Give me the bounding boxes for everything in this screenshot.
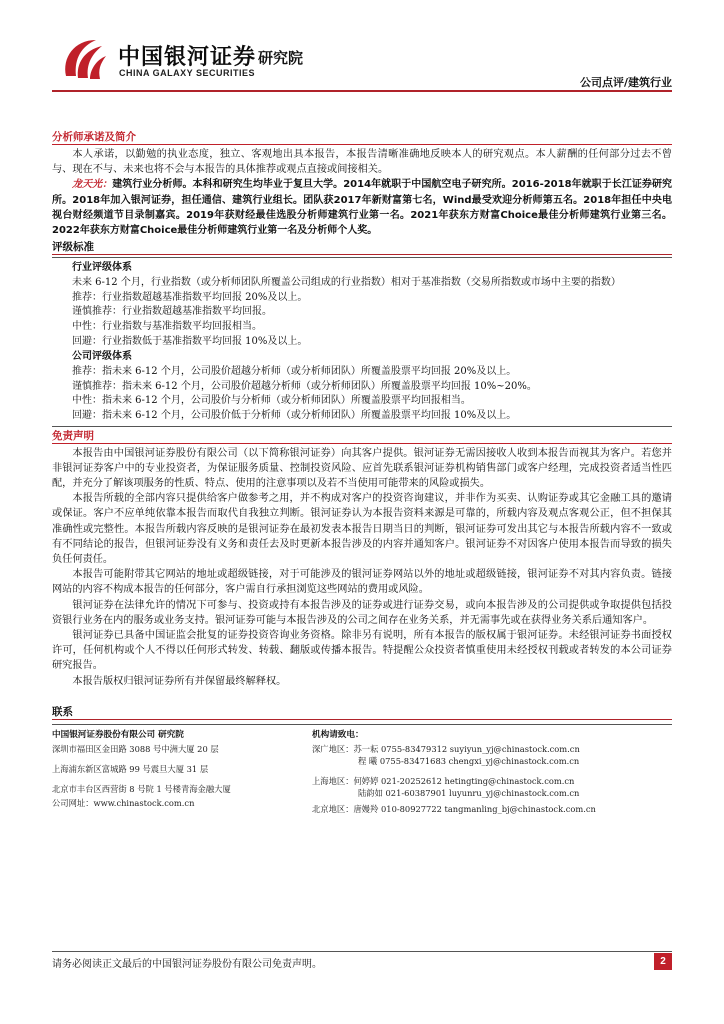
- analyst-name: 龙天光：: [72, 179, 113, 191]
- contact-block: [52, 724, 672, 854]
- brand-name-cn: 中国银河证券: [118, 45, 257, 70]
- sales-contact: 陆韵如 021-60387901 luyunru_yj@chinastock.com.cn: [358, 787, 580, 798]
- disclaimer-paragraph: 本报告可能附带其它网站的地址或超级链接，对于可能涉及的银河证券网站以外的地址或超级链接，银河证券不对其内容负责。链接网站的内容不构成本报告的任何部分，客户需自行承担浏览这些网站的费用或风险。: [52, 569, 672, 596]
- industry-rating-line: 回避：行业指数低于基准指数平均回报 10%及以上。: [72, 335, 308, 347]
- sales-contact: 上海地区：何婷婷 021-20252612 hetingting@chinastock.com.cn: [312, 775, 575, 786]
- rating-section-title: 评级标准: [52, 240, 672, 255]
- header-divider: [52, 90, 672, 92]
- disclaimer-section-title: 免责声明: [52, 429, 672, 444]
- company-address: 上海浦东新区富城路 99 号震旦大厦 31 层: [52, 763, 209, 774]
- company-rating-line: 推荐：指未来 6-12 个月，公司股价超越分析师（或分析师团队）所覆盖股票平均回报 20%及以上。: [72, 366, 517, 378]
- sales-contact: 北京地区：唐嫚羚 010-80927722 tangmanling_bj@chinastock.com.cn: [312, 803, 596, 814]
- galaxy-logo-icon: [60, 36, 108, 82]
- disclaimer-paragraph: 本报告所载的全部内容只提供给客户做参考之用，并不构成对客户的投资咨询建议，并非作为买卖、认购证券或其它金融工具的邀请或保证。客户不应单纯依靠本报告而取代自我独立判断。银河证券认为本报告资料来源是可靠的，所载内容及观点客观公正，但不担保其准确性或完整性。本报告所载内容反映的是银河证券在最初发表本报告日期当日的判断，银河证券可发出其它与本报告所载内容不一致或有不同结论的报告，但银河证券没有义务和责任去及时更新本报告涉及的内容并通知客户。银河证券不对因客户使用本报告而导致的损失负任何责任。: [52, 493, 672, 565]
- disclaimer-paragraph: 银河证券在法律允许的情况下可参与、投资或持有本报告涉及的证券或进行证券交易，或向本报告涉及的公司提供或争取提供包括投资银行业务在内的服务或业务支持。银河证券可能与本报告涉及的公司之间存在业务关系，并无需事先或在获得业务关系后通知客户。: [52, 599, 672, 626]
- sales-title: 机构请致电：: [312, 729, 364, 740]
- rating-box: [52, 257, 672, 426]
- analyst-bio-text: 建筑行业分析师。本科和研究生均毕业于复旦大学。2014年就职于中国航空电子研究所。2016-2018年就职于长江证券研究所。2018年加入银河证券，担任通信、建筑行业组长。团队获2017年新财富第七名，Wind最受欢迎分析师第五名。2018年担任中央电视台财经频道节目录制嘉宾。2019年获财经最佳选股分析师建筑行业第一名。2021年获东方财富Choice最佳分析师建筑行业第三名。2022年获东方财富Choice最佳分析师建筑行业第一名及分析师个人奖。: [52, 179, 672, 237]
- company-address: 北京市丰台区西营街 8 号院 1 号楼青海金融大厦: [52, 783, 231, 794]
- brand-name-en: CHINA GALAXY SECURITIES: [119, 68, 256, 78]
- footer-divider: [52, 951, 672, 952]
- contact-company: [52, 728, 322, 809]
- company-address: 深圳市福田区金田路 3088 号中洲大厦 20 层: [52, 743, 219, 754]
- company-rating-line: 中性：指未来 6-12 个月，公司股价与分析师（或分析师团队）所覆盖股票平均回报相当。: [72, 395, 471, 407]
- page-content: [52, 130, 672, 854]
- sales-contact: 程 曦 0755-83471683 chengxi_yj@chinastock.com.cn: [358, 755, 580, 766]
- company-website: 公司网址：www.chinastock.com.cn: [52, 797, 195, 808]
- footer-disclaimer: 请务必阅读正文最后的中国银河证券股份有限公司免责声明。: [52, 959, 322, 970]
- analyst-section-title: 分析师承诺及简介: [52, 130, 672, 145]
- analyst-commitment: 本人承诺，以勤勉的执业态度，独立、客观地出具本报告，本报告清晰准确地反映本人的研究观点。本人薪酬的任何部分过去不曾与、现在不与、未来也将不会与本报告的具体推荐或观点直接或间接相关。: [52, 149, 672, 176]
- sales-contact: 深广地区：苏一耘 0755-83479312 suyiyun_yj@chinastock.com.cn: [312, 743, 580, 754]
- industry-rating-title: 行业评级体系: [72, 262, 132, 274]
- page-header: [0, 0, 724, 92]
- report-category: 公司点评/建筑行业: [579, 76, 672, 89]
- industry-rating-line: 谨慎推荐：行业指数超越基准指数平均回报。: [72, 306, 272, 318]
- contact-sales: [312, 728, 672, 815]
- analyst-bio: [52, 177, 672, 238]
- disclaimer-paragraph: 本报告由中国银河证券股份有限公司（以下简称银河证券）向其客户提供。银河证券无需因接收人收到本报告而视其为客户。若您并非银河证券客户中的专业投资者，为保证服务质量、控制投资风险、应首先联系银河证券机构销售部门或客户经理，完成投资者适当性匹配，并充分了解该项服务的性质、特点、使用的注意事项以及若不当使用可能带来的风险或损失。: [52, 447, 672, 489]
- industry-rating-line: 推荐：行业指数超越基准指数平均回报 20%及以上。: [72, 291, 308, 303]
- industry-rating-line: 未来 6-12 个月，行业指数（或分析师团队所覆盖公司组成的行业指数）相对于基准指数（交易所指数或市场中主要的指数）: [72, 277, 621, 289]
- company-rating-line: 回避：指未来 6-12 个月，公司股价低于分析师（或分析师团队）所覆盖股票平均回报 10%及以上。: [72, 409, 517, 421]
- disclaimer-paragraph: 本报告版权归银河证券所有并保留最终解释权。: [72, 675, 287, 687]
- company-rating-title: 公司评级体系: [72, 351, 132, 363]
- company-rating-line: 谨慎推荐：指未来 6-12 个月，公司股价超越分析师（或分析师团队）所覆盖股票平均回报 10%~20%。: [72, 380, 537, 392]
- brand-subtitle: 研究院: [258, 49, 304, 67]
- industry-rating-line: 中性：行业指数与基准指数平均回报相当。: [72, 321, 262, 332]
- company-name: 中国银河证券股份有限公司 研究院: [52, 729, 184, 740]
- page-number: 2: [654, 953, 672, 970]
- contact-section-title: 联系: [52, 705, 672, 720]
- disclaimer-paragraph: 银河证券已具备中国证监会批复的证券投资咨询业务资格。除非另有说明，所有本报告的版权属于银河证券。未经银河证券书面授权许可，任何机构或个人不得以任何形式转发、转载、翻版或传播本报告。特提醒公众投资者慎重使用未经授权刊载或者转发的本公司证券研究报告。: [52, 630, 672, 672]
